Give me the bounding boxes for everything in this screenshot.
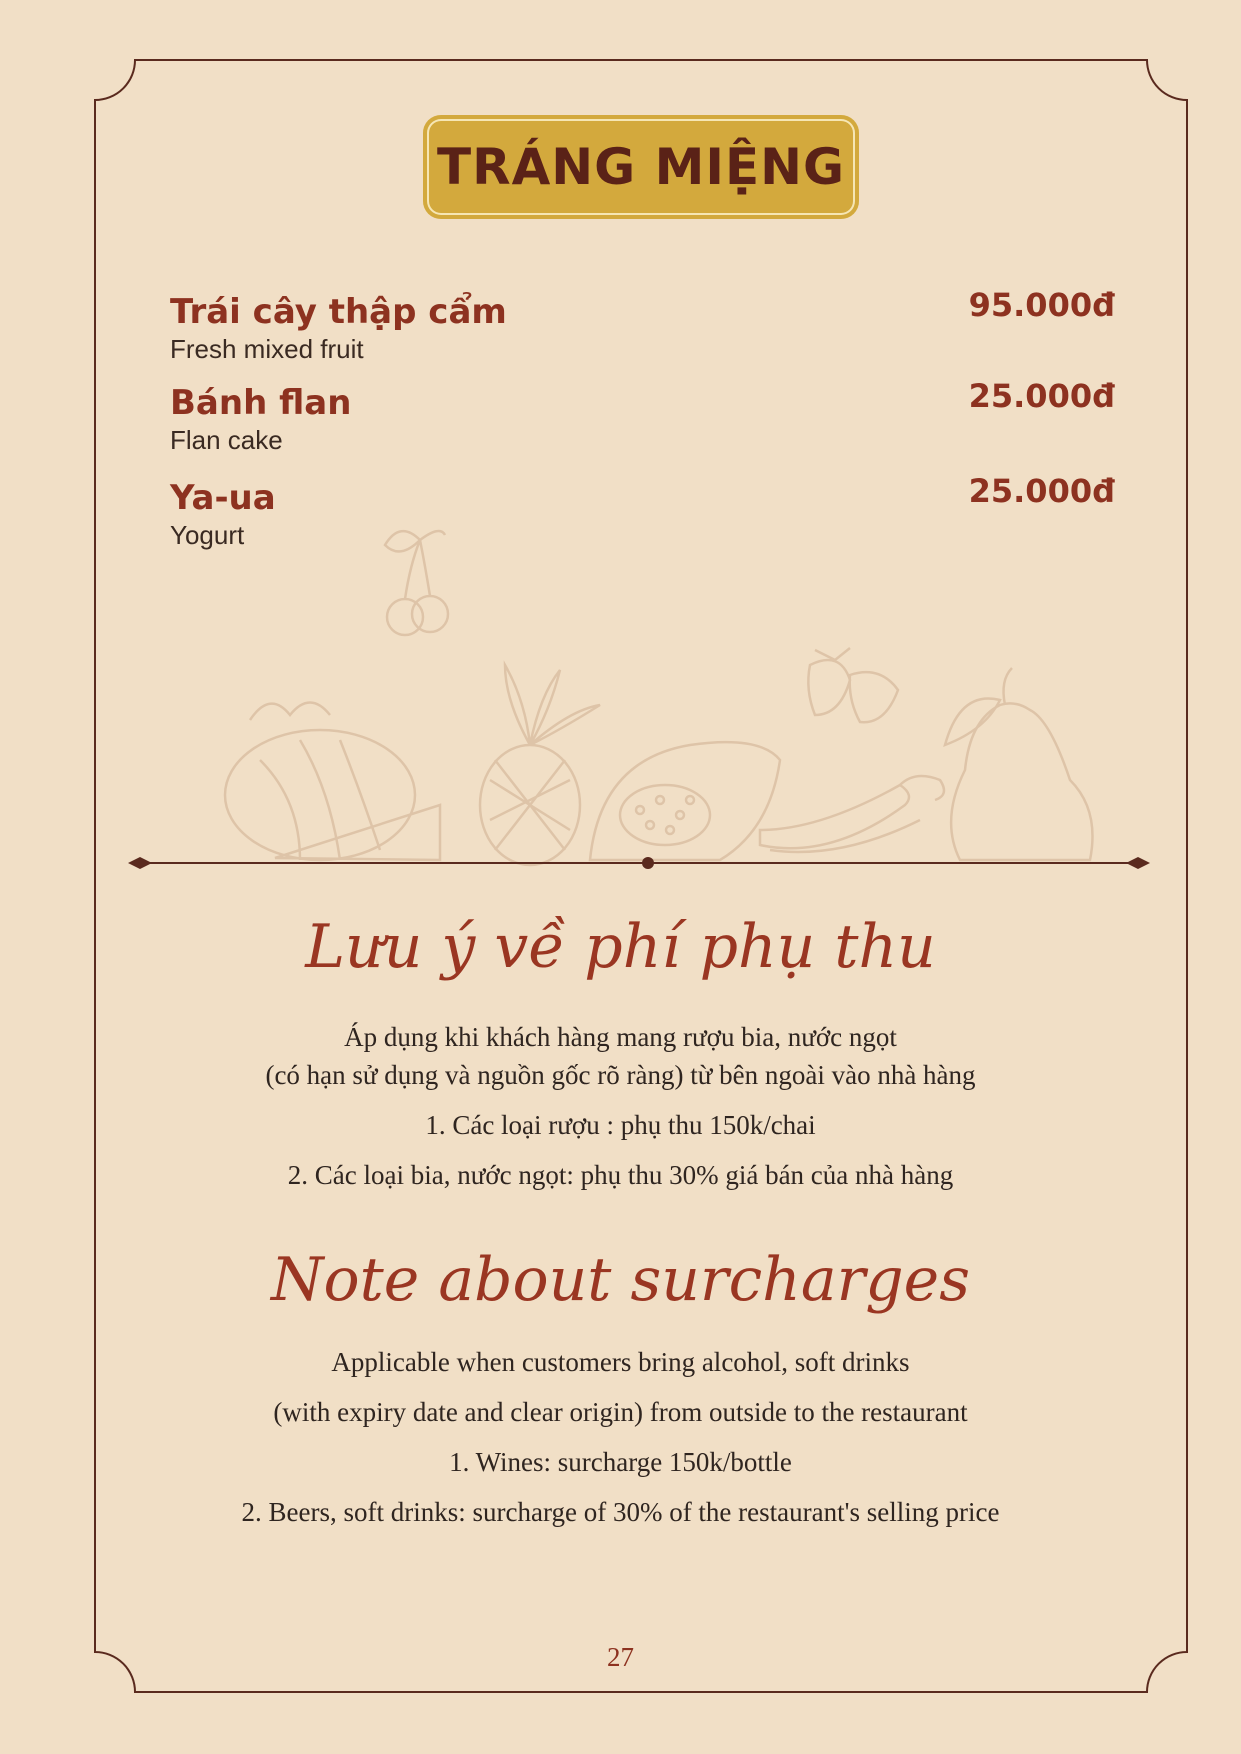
surcharge-title-en: Note about surcharges — [271, 1245, 970, 1315]
item-price: 95.000đ — [968, 286, 1115, 324]
surcharge-text-vi-line2: (có hạn sử dụng và nguồn gốc rõ ràng) từ bên ngoài vào nhà hàng — [265, 1060, 976, 1090]
item-price: 25.000đ — [968, 377, 1115, 415]
item-name: Ya-ua — [170, 478, 276, 518]
item-name: Bánh flan — [170, 383, 352, 423]
section-title: TRÁNG MIỆNG — [437, 138, 845, 196]
surcharge-text-en-line2: (with expiry date and clear origin) from outside to the restaurant — [273, 1397, 968, 1427]
item-name: Trái cây thập cẩm — [170, 292, 507, 332]
item-english-name: Yogurt — [170, 520, 245, 550]
surcharge-rule-en-2: 2. Beers, soft drinks: surcharge of 30% of the restaurant's selling price — [241, 1497, 1000, 1527]
item-price: 25.000đ — [968, 472, 1115, 510]
item-english-name: Fresh mixed fruit — [170, 334, 364, 364]
surcharge-text-en-line1: Applicable when customers bring alcohol, soft drinks — [331, 1347, 910, 1377]
surcharge-text-vi-line1: Áp dụng khi khách hàng mang rượu bia, nước ngọt — [344, 1022, 897, 1052]
surcharge-rule-vi-2: 2. Các loại bia, nước ngọt: phụ thu 30% giá bán của nhà hàng — [287, 1160, 954, 1190]
page-number: 27 — [607, 1642, 634, 1672]
surcharge-title-vi: Lưu ý về phí phụ thu — [305, 912, 936, 982]
item-english-name: Flan cake — [170, 425, 283, 455]
surcharge-rule-en-1: 1. Wines: surcharge 150k/bottle — [449, 1447, 792, 1477]
surcharge-rule-vi-1: 1. Các loại rượu : phụ thu 150k/chai — [425, 1110, 816, 1140]
